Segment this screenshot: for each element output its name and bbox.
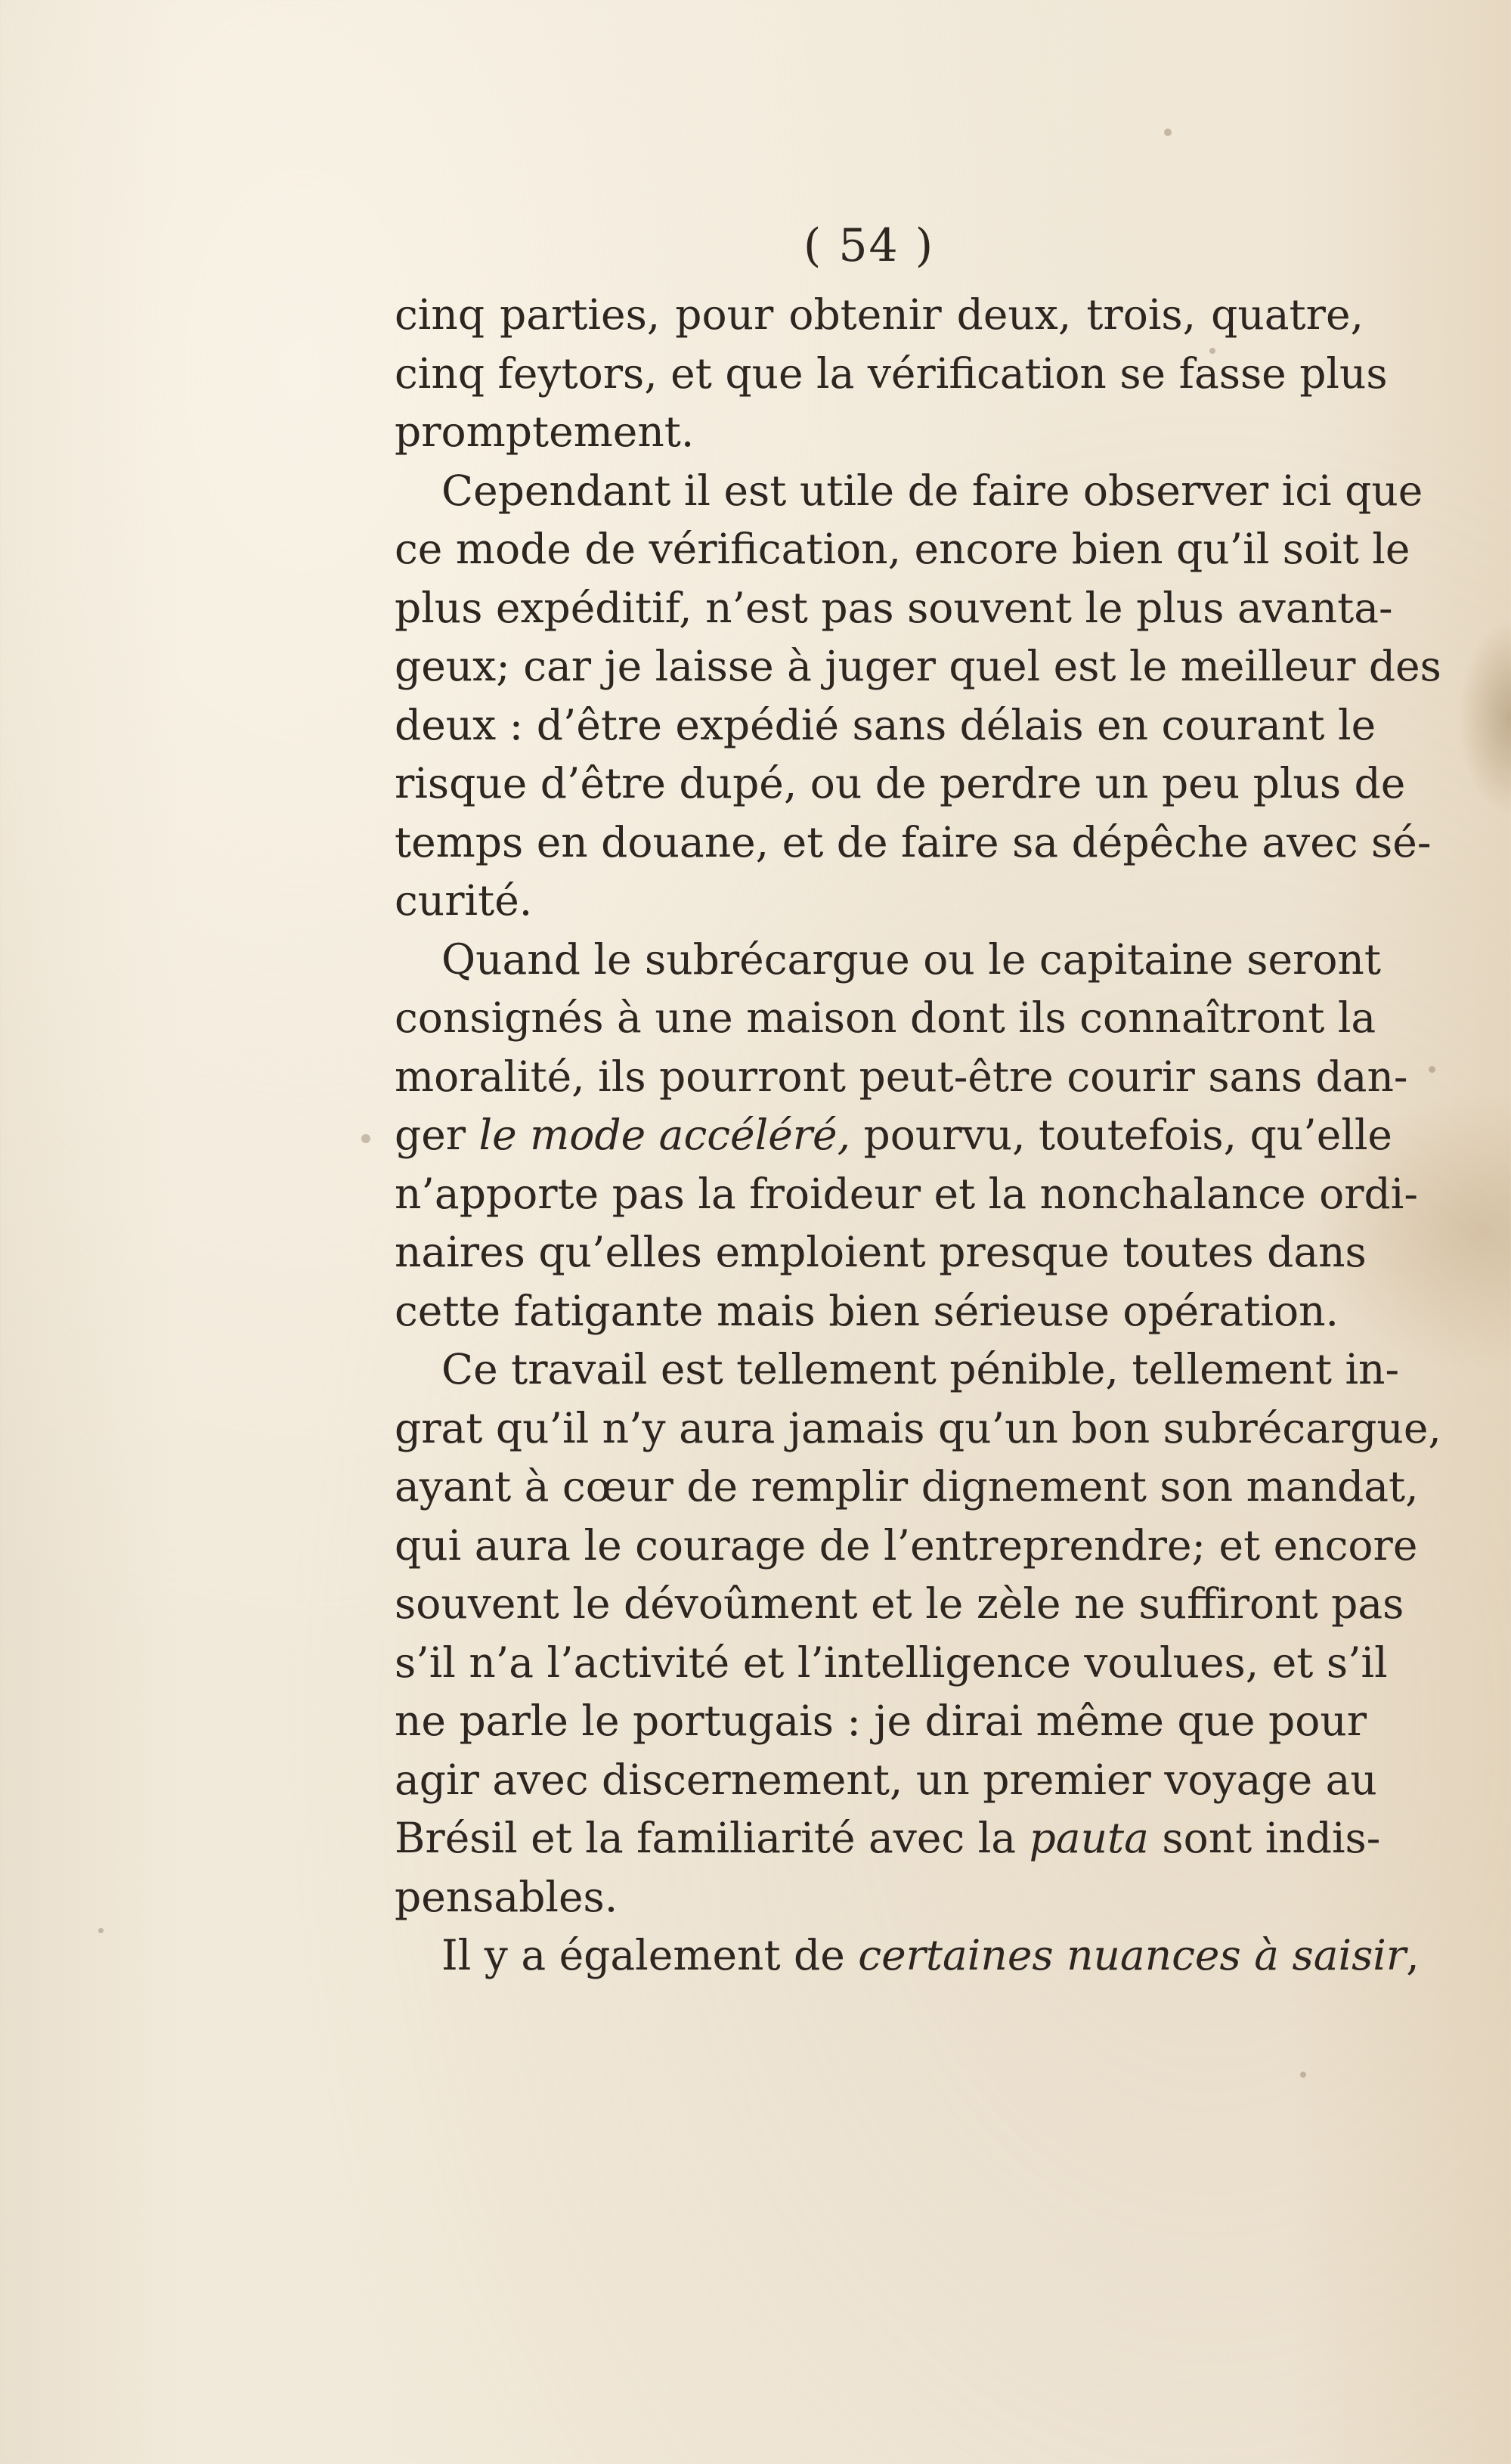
text-line	[395, 403, 1364, 462]
italic-phrase: le mode accéléré,	[478, 1111, 851, 1159]
text-run: Il y a également de	[441, 1931, 859, 1979]
text-line	[395, 1517, 1418, 1576]
text-line	[395, 1458, 1419, 1517]
text-line	[395, 1223, 1367, 1282]
text-run: cinq parties, pour obtenir deux, trois, quatre,	[395, 290, 1364, 339]
text-run: agir avec discernement, un premier voyage au	[395, 1755, 1377, 1804]
text-line	[395, 1340, 1400, 1399]
text-run: s’il n’a l’activité et l’intelligence voulues, et s’il	[395, 1638, 1388, 1687]
text-line	[395, 1106, 1392, 1165]
text-line	[395, 1282, 1364, 1341]
text-run: plus expéditif, n’est pas souvent le plus avanta-	[395, 583, 1393, 632]
text-run: Ce travail est tellement pénible, tellement in-	[441, 1345, 1400, 1393]
text-run: ce mode de vérification, encore bien qu’il soit le	[395, 525, 1410, 573]
text-line	[395, 1165, 1418, 1224]
paper-speck	[1300, 2072, 1306, 2078]
paragraph	[395, 462, 1441, 931]
text-run: cinq feytors, et que la vérification se fasse plus	[395, 349, 1388, 398]
paragraph	[395, 1926, 1420, 1985]
paragraph	[395, 1340, 1441, 1926]
text-run: ger	[395, 1111, 479, 1159]
text-line	[395, 872, 1364, 931]
text-line	[395, 462, 1423, 521]
text-line	[395, 1809, 1381, 1868]
text-run: Quand le subrécargue ou le capitaine seront	[441, 934, 1381, 984]
text-run: consignés à une maison dont ils connaîtront la	[395, 993, 1376, 1042]
text-line	[395, 286, 1364, 345]
text-run: temps en douane, et de faire sa dépêche avec sé-	[395, 817, 1432, 866]
paragraph	[395, 286, 1388, 462]
text-line	[395, 989, 1376, 1048]
text-line	[395, 520, 1410, 579]
text-line	[395, 1575, 1404, 1634]
text-line	[395, 931, 1381, 990]
italic-phrase: certaines nuances à saisir	[858, 1931, 1407, 1979]
text-run: ayant à cœur de remplir dignement son mandat,	[395, 1462, 1419, 1511]
text-run: Cependant il est utile de faire observer ici que	[441, 466, 1423, 515]
edge-stain	[1458, 620, 1511, 817]
text-run: grat qu’il n’y aura jamais qu’un bon subrécargue,	[395, 1403, 1441, 1452]
paper-speck	[1164, 129, 1172, 136]
text-line	[395, 1868, 1364, 1927]
text-line	[395, 696, 1376, 755]
body-text	[395, 286, 1441, 1985]
text-line	[395, 1751, 1377, 1810]
text-run: curité.	[395, 876, 533, 925]
page-number: ( 54 )	[803, 219, 935, 272]
text-run: sont indis-	[1148, 1814, 1381, 1862]
text-line	[395, 1692, 1367, 1751]
text-run: n’apporte pas la froideur et la nonchalance ordi-	[395, 1169, 1418, 1218]
text-line	[395, 1399, 1441, 1458]
text-run: risque d’être dupé, ou de perdre un peu plus de	[395, 759, 1406, 807]
text-run: qui aura le courage de l’entreprendre; et encore	[395, 1520, 1418, 1570]
text-run: ne parle le portugais : je dirai même que pour	[395, 1697, 1367, 1745]
paragraph	[395, 931, 1418, 1341]
text-line	[395, 1048, 1408, 1107]
text-run: deux : d’être expédié sans délais en courant le	[395, 700, 1376, 749]
text-line	[395, 579, 1393, 638]
text-line	[395, 345, 1388, 404]
text-line	[395, 755, 1406, 814]
text-line	[395, 1926, 1420, 1985]
text-run: moralité, ils pourront peut-être courir sans dan-	[395, 1052, 1408, 1101]
text-run: Brésil et la familiarité avec la	[395, 1814, 1030, 1862]
text-run: cette fatigante mais bien sérieuse opération.	[395, 1286, 1339, 1335]
text-run: souvent le dévoûment et le zèle ne suffiront pas	[395, 1579, 1404, 1628]
text-run: pourvu, toutefois, qu’elle	[850, 1111, 1392, 1159]
italic-phrase: pauta	[1029, 1814, 1149, 1862]
text-run: ,	[1406, 1931, 1420, 1979]
text-line	[395, 637, 1441, 696]
text-run: pensables.	[395, 1872, 618, 1921]
paper-speck	[361, 1134, 370, 1143]
paper-speck	[1429, 1066, 1435, 1073]
text-line	[395, 814, 1432, 872]
text-run: promptement.	[395, 408, 695, 456]
paper-speck	[98, 1928, 104, 1933]
text-run: geux; car je laisse à juger quel est le meilleur des	[395, 642, 1441, 690]
text-line	[395, 1634, 1388, 1693]
text-run: naires qu’elles emploient presque toutes dans	[395, 1228, 1367, 1276]
